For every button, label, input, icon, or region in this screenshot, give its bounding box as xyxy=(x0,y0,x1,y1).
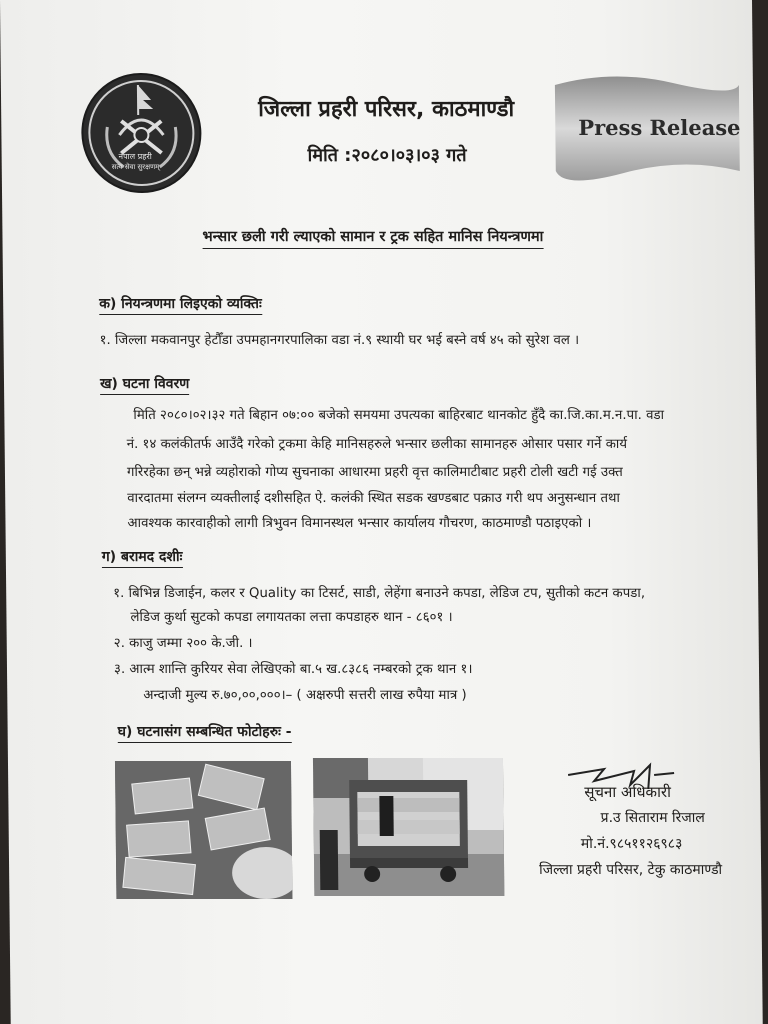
officer-phone: मो.नं.९८५११२६९८३ xyxy=(580,836,683,852)
incident-line: आवश्यक कारवाहीको लागी त्रिभुवन विमानस्थल भन्सार कार्यालय गौचरण, काठमाण्डौ पठाइएको । xyxy=(127,516,592,531)
estimated-value: अन्दाजी मुल्य रु.७०,००,०००।– ( अक्षरुपी सत्तरी लाख रुपैया मात्र ) xyxy=(143,688,467,703)
headline: भन्सार छली गरी ल्याएको सामान र ट्रक सहित मानिस नियन्त्रणमा xyxy=(202,226,543,249)
section-ka-item: १. जिल्ला मकवानपुर हेटौँडा उपमहानगरपालिका वडा नं.९ स्थायी घर भई बस्ने वर्ष ४५ को सुरेश वल । xyxy=(99,333,580,348)
incident-line: मिति २०८०।०२।३२ गते बिहान ०७:०० बजेको समयमा उपत्यका बाहिरबाट थानकोट हुँदै का.जि.का.म.न.पा. वडा xyxy=(133,408,665,423)
officer-name: प्र.उ सिताराम रिजाल xyxy=(600,810,705,826)
emblem-text-top: नेपाल प्रहरी xyxy=(118,152,152,161)
press-release-label: Press Release xyxy=(578,115,741,140)
incident-line: वारदातमा संलग्न व्यक्तीलाई दशीसहित ऐ. कलंकी स्थित सडक खण्डबाट पक्राउ गरी थप अनुसन्धान तथा xyxy=(127,491,621,506)
incident-line: नं. १४ कलंकीतर्फ आउँदै गरेको ट्रकमा केहि मानिसहरुले भन्सार छलीका सामानहरु ओसार पसार गर्ने कार्य xyxy=(126,437,628,452)
seized-item-line: २. काजु जम्मा २०० के.जी. । xyxy=(113,636,253,651)
nepal-police-emblem xyxy=(81,73,202,193)
section-kha-heading: ख) घटना विवरण xyxy=(100,374,190,395)
seized-goods-photo xyxy=(115,761,292,899)
section-ga-heading: ग) बरामद दशीः xyxy=(102,547,183,568)
office-name: जिल्ला प्रहरी परिसर, काठमाण्डौ xyxy=(258,97,515,122)
section-gha-heading: घ) घटनासंग सम्बन्धित फोटोहरुः - xyxy=(118,722,292,743)
seized-item-line: लेडिज कुर्था सुटको कपडा लगायतका लत्ता कपडाहरु थान - ८६०१ । xyxy=(130,610,453,625)
emblem-text-bottom: सत्य सेवा सुरक्षणम् xyxy=(111,163,160,171)
section-ka-heading: क) नियन्त्रणमा लिइएको व्यक्तिः xyxy=(99,294,262,315)
incident-line: गरिरहेका छन् भन्ने व्यहोराको गोप्य सुचनाका आधारमा प्रहरी वृत्त कालिमाटीबाट प्रहरी टोली खटी गई उक्त xyxy=(126,465,623,480)
emblem-crest-icon xyxy=(83,75,200,191)
officer-office: जिल्ला प्रहरी परिसर, टेकु काठमाण्डौ xyxy=(539,862,723,878)
seized-item-line: १. बिभिन्न डिजाईन, कलर र Quality का टिसर्ट, साडी, लेहेंगा बनाउने कपडा, लेडिज टप, सुतीको कटन कपडा, xyxy=(113,586,646,601)
seized-item-line: ३. आत्म शान्ति कुरियर सेवा लेखिएको बा.५ ख.८३८६ नम्बरको ट्रक थान १। xyxy=(113,662,473,677)
release-date: मिति :२०८०।०३।०३ गते xyxy=(307,145,467,166)
seized-truck-photo xyxy=(313,758,504,896)
officer-title: सूचना अधिकारी xyxy=(584,783,672,801)
